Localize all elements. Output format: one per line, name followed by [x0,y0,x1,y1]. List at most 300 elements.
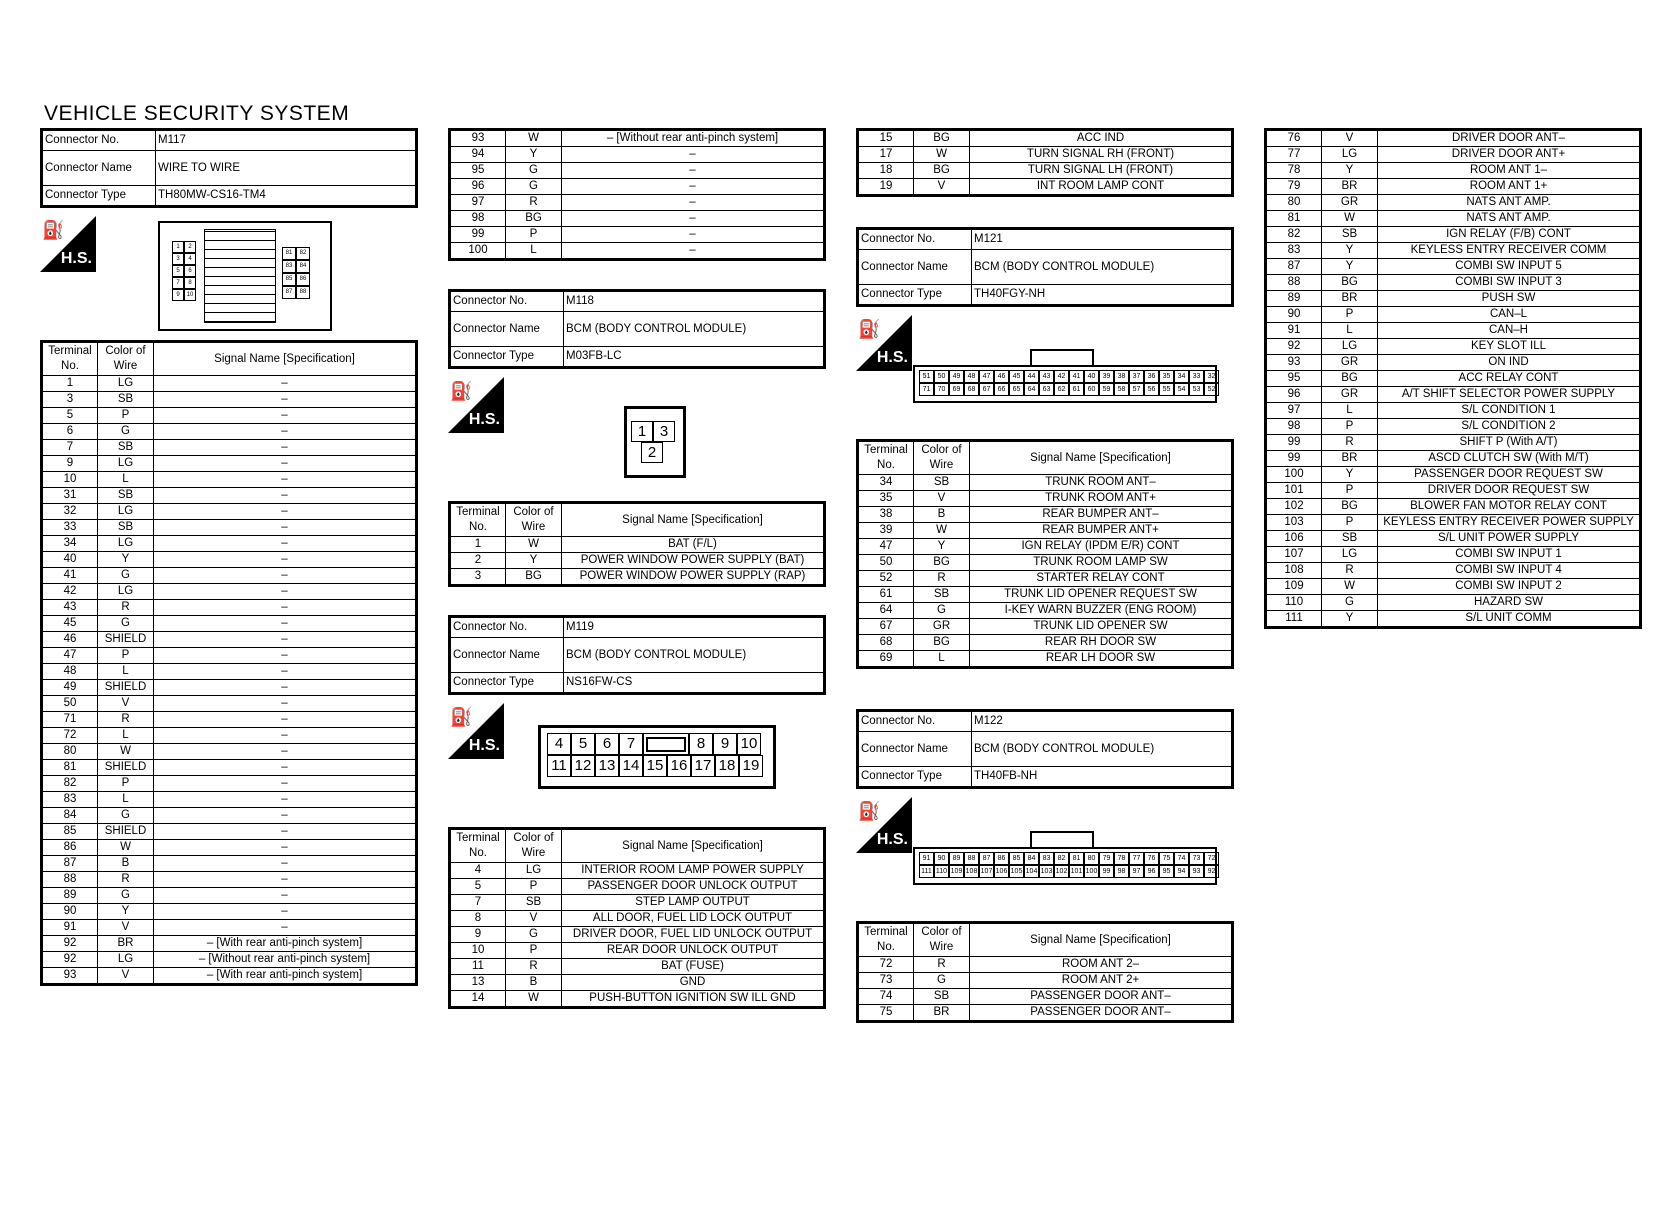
connector-type-value: M03FB-LC [564,347,825,368]
wire-color-cell: P [506,943,562,959]
terminal-no-cell: 33 [42,520,98,536]
wire-color-cell: Y [1322,163,1378,179]
connector-pin: 80 [1084,852,1099,865]
signal-name-cell: – [Without rear anti-pinch system] [154,952,417,968]
table-row [858,491,1233,507]
wire-color-cell: R [1322,563,1378,579]
table-row [858,475,1233,491]
signal-name-cell: – [154,488,417,504]
terminal-no-cell: 81 [1266,211,1322,227]
wire-color-cell: P [1322,419,1378,435]
connector-pin: 103 [1039,865,1054,878]
signal-name-header: Signal Name [Specification] [562,503,825,537]
connector-pin: 89 [949,852,964,865]
wire-color-cell: Y [1322,611,1378,628]
signal-name-header: Signal Name [Specification] [970,923,1233,957]
terminal-no-cell: 50 [42,696,98,712]
terminal-no-cell: 18 [858,163,914,179]
signal-name-cell: – [154,680,417,696]
connector-pin: 74 [1174,852,1189,865]
signal-name-cell: CAN–L [1378,307,1641,323]
signal-name-cell: – [154,808,417,824]
wire-color-cell: BG [1322,371,1378,387]
terminal-no-cell: 3 [42,392,98,408]
hs-icon: ⛽ H.S. [448,377,504,433]
connector-pin: 10 [184,289,196,301]
wire-color-cell: BG [914,635,970,651]
signal-name-cell: COMBI SW INPUT 2 [1378,579,1641,595]
connector-pin: 73 [1189,852,1204,865]
terminal-no-cell: 34 [858,475,914,491]
terminal-no-cell: 103 [1266,515,1322,531]
wire-color-cell: V [98,920,154,936]
terminal-no-cell: 97 [1266,403,1322,419]
terminal-no-cell: 15 [858,130,914,147]
terminal-no-cell: 41 [42,568,98,584]
connector-pin: 41 [1069,370,1084,383]
connector-name-label: Connector Name [450,638,564,673]
connector-pin: 4 [547,733,571,755]
connector-pin: 46 [994,370,1009,383]
terminal-no-cell: 40 [42,552,98,568]
signal-name-cell: PUSH-BUTTON IGNITION SW ILL GND [562,991,825,1008]
wire-color-cell: LG [98,536,154,552]
terminal-no-cell: 94 [450,147,506,163]
wire-color-cell: BR [1322,291,1378,307]
signal-name-cell: DRIVER DOOR, FUEL LID UNLOCK OUTPUT [562,927,825,943]
wire-color-cell: G [98,616,154,632]
terminal-no-cell: 35 [858,491,914,507]
wire-color-cell: L [98,472,154,488]
table-row [42,648,417,664]
connector-pin: 106 [994,865,1009,878]
signal-name-cell: – [154,456,417,472]
terminal-no-cell: 6 [42,424,98,440]
terminal-no-cell: 74 [858,989,914,1005]
connector-name-value: BCM (BODY CONTROL MODULE) [972,732,1233,767]
terminal-no-cell: 72 [42,728,98,744]
terminal-no-cell: 89 [1266,291,1322,307]
m122-info-table [856,709,1234,789]
connector-pin: 82 [1054,852,1069,865]
wire-color-cell: BR [914,1005,970,1022]
signal-name-cell: STARTER RELAY CONT [970,571,1233,587]
wire-color-cell: L [1322,403,1378,419]
column-3 [856,128,1234,1023]
table-row [450,895,825,911]
connector-no-value: M118 [564,291,825,312]
signal-name-cell: – [With rear anti-pinch system] [154,968,417,985]
terminal-no-cell: 111 [1266,611,1322,628]
connector-name-value: BCM (BODY CONTROL MODULE) [564,312,825,347]
terminal-no-cell: 2 [450,553,506,569]
table-row [450,211,825,227]
terminal-no-cell: 49 [42,680,98,696]
connector-name-label: Connector Name [858,732,972,767]
table-row [42,936,417,952]
wire-color-cell: W [98,744,154,760]
wire-color-cell: SB [98,440,154,456]
signal-name-cell: – [562,195,825,211]
color-of-wire-header: Color of Wire [914,923,970,957]
connector-pin: 35 [1159,370,1174,383]
signal-name-cell: – [154,856,417,872]
wire-color-cell: R [914,571,970,587]
hs-icon: ⛽ H.S. [448,703,504,759]
wire-color-cell: W [914,147,970,163]
m117-continued-table [448,128,826,261]
wire-color-cell: BG [506,569,562,586]
table-row [42,600,417,616]
wire-color-cell: L [914,651,970,668]
terminal-no-cell: 82 [42,776,98,792]
wire-color-cell: P [1322,307,1378,323]
wire-color-cell: R [506,195,562,211]
table-row [858,539,1233,555]
terminal-no-cell: 39 [858,523,914,539]
table-row [42,552,417,568]
table-row [1266,563,1641,579]
m122-connector-diagram [913,847,1217,885]
table-row [42,520,417,536]
signal-name-cell: COMBI SW INPUT 3 [1378,275,1641,291]
connector-pin: 3 [172,253,184,265]
table-row [450,243,825,260]
signal-name-cell: INTERIOR ROOM LAMP POWER SUPPLY [562,863,825,879]
terminal-no-cell: 99 [450,227,506,243]
connector-pin: 76 [1144,852,1159,865]
table-row [1266,163,1641,179]
table-row [858,973,1233,989]
wire-color-cell: SHIELD [98,824,154,840]
wire-color-cell: BG [506,211,562,227]
m117-terminal-table [40,340,418,986]
wire-color-cell: G [506,163,562,179]
table-row [42,696,417,712]
color-of-wire-header: Color of Wire [506,503,562,537]
terminal-no-cell: 42 [42,584,98,600]
signal-name-cell: TRUNK LID OPENER SW [970,619,1233,635]
terminal-no-cell: 78 [1266,163,1322,179]
table-row [450,991,825,1008]
terminal-no-cell: 1 [42,376,98,392]
connector-pin: 77 [1129,852,1144,865]
connector-pin: 64 [1024,383,1039,396]
table-row [450,130,825,147]
wire-color-cell: SB [98,488,154,504]
connector-pin: 55 [1159,383,1174,396]
connector-pin: 33 [1189,370,1204,383]
wire-color-cell: W [506,130,562,147]
terminal-no-cell: 109 [1266,579,1322,595]
table-row [1266,323,1641,339]
connector-pin: 2 [641,442,663,463]
signal-name-cell: DRIVER DOOR ANT+ [1378,147,1641,163]
terminal-no-cell: 3 [450,569,506,586]
table-row [42,424,417,440]
hs-icon: ⛽ H.S. [856,797,912,853]
wire-color-cell: BG [1322,499,1378,515]
connector-pin: 38 [1114,370,1129,383]
signal-name-cell: – [154,632,417,648]
column-4 [1264,128,1642,629]
connector-pin: 92 [1204,865,1219,878]
table-row [858,635,1233,651]
terminal-no-cell: 14 [450,991,506,1008]
table-row [42,744,417,760]
table-row [42,904,417,920]
signal-name-cell: ROOM ANT 1– [1378,163,1641,179]
signal-name-cell: – [154,472,417,488]
connector-pin: 59 [1099,383,1114,396]
connector-pin: 100 [1084,865,1099,878]
table-row [1266,130,1641,147]
table-row [1266,387,1641,403]
connector-pin: 86 [994,852,1009,865]
wire-color-cell: W [506,537,562,553]
table-row [42,872,417,888]
wire-color-cell: Y [506,553,562,569]
wire-color-cell: V [98,968,154,985]
signal-name-cell: – [154,440,417,456]
table-row [42,808,417,824]
m117-info-table [40,128,418,208]
connector-pin: 16 [667,755,691,777]
signal-name-cell: – [154,552,417,568]
signal-name-cell: COMBI SW INPUT 1 [1378,547,1641,563]
signal-name-cell: PASSENGER DOOR ANT– [970,989,1233,1005]
terminal-no-cell: 98 [1266,419,1322,435]
signal-name-cell: IGN RELAY (F/B) CONT [1378,227,1641,243]
signal-name-cell: – [154,728,417,744]
signal-name-cell: – [154,888,417,904]
table-row [1266,291,1641,307]
terminal-no-cell: 13 [450,975,506,991]
terminal-no-cell: 90 [1266,307,1322,323]
table-row [450,163,825,179]
connector-pin: 44 [1024,370,1039,383]
wire-color-cell: P [98,408,154,424]
table-row [42,760,417,776]
wire-color-cell: V [1322,130,1378,147]
signal-name-cell: KEY SLOT ILL [1378,339,1641,355]
table-row [450,537,825,553]
table-row [42,888,417,904]
table-row [1266,451,1641,467]
table-row [1266,339,1641,355]
table-row [42,584,417,600]
wire-color-cell: V [914,179,970,196]
table-row [858,603,1233,619]
wire-color-cell: LG [98,504,154,520]
wire-color-cell: SB [1322,531,1378,547]
wire-color-cell: BG [914,130,970,147]
signal-name-cell: TRUNK ROOM ANT– [970,475,1233,491]
terminal-no-cell: 72 [858,957,914,973]
terminal-no-cell: 106 [1266,531,1322,547]
connector-pin: 53 [1189,383,1204,396]
connector-name-value: WIRE TO WIRE [156,151,417,186]
wire-color-cell: Y [1322,467,1378,483]
connector-pin: 85 [282,273,296,286]
wire-color-cell: SB [1322,227,1378,243]
table-row [450,569,825,586]
connector-pin: 108 [964,865,979,878]
signal-name-cell: – [154,408,417,424]
connector-pin: 43 [1039,370,1054,383]
connector-no-label: Connector No. [858,711,972,732]
signal-name-cell: PASSENGER DOOR ANT– [970,1005,1233,1022]
terminal-no-cell: 88 [42,872,98,888]
signal-name-cell: POWER WINDOW POWER SUPPLY (BAT) [562,553,825,569]
signal-name-cell: TRUNK LID OPENER REQUEST SW [970,587,1233,603]
connector-pin: 12 [571,755,595,777]
table-row [858,651,1233,668]
wire-color-cell: P [98,776,154,792]
wire-color-cell: Y [1322,243,1378,259]
m119-pin-grid [547,733,763,777]
connector-pin: 82 [296,247,310,260]
terminal-no-cell: 93 [450,130,506,147]
connector-pin: 102 [1054,865,1069,878]
signal-name-cell: – [154,536,417,552]
connector-pin: 9 [713,733,737,755]
table-row [1266,499,1641,515]
connector-pin: 17 [691,755,715,777]
connector-type-label: Connector Type [42,186,156,207]
table-row [858,989,1233,1005]
hs-icon: ⛽ H.S. [856,315,912,371]
connector-pin: 50 [934,370,949,383]
table-row [1266,435,1641,451]
page-title: VEHICLE SECURITY SYSTEM [44,102,350,125]
signal-name-cell: – [154,872,417,888]
table-row [42,488,417,504]
terminal-no-cell: 69 [858,651,914,668]
table-row [42,632,417,648]
m117-pin-block-left [172,241,196,301]
signal-name-cell: – [154,712,417,728]
signal-name-cell: – [154,920,417,936]
wire-color-cell: W [914,523,970,539]
connector-pin: 34 [1174,370,1189,383]
connector-name-value: BCM (BODY CONTROL MODULE) [972,250,1233,285]
signal-name-cell: – [154,840,417,856]
connector-pin: 96 [1144,865,1159,878]
connector-pin: 48 [964,370,979,383]
signal-name-cell: – [562,147,825,163]
m118-connector-diagram [624,406,686,478]
connector-pin: 97 [1129,865,1144,878]
connector-pin: 86 [296,273,310,286]
signal-name-cell: – [154,600,417,616]
table-row [42,776,417,792]
wire-color-cell: SB [506,895,562,911]
table-row [858,587,1233,603]
connector-pin: 18 [715,755,739,777]
table-row [1266,275,1641,291]
table-row [1266,467,1641,483]
m118-pin-grid [631,421,675,463]
table-row [42,664,417,680]
signal-name-cell: ROOM ANT 2– [970,957,1233,973]
table-row [858,507,1233,523]
signal-name-cell: KEYLESS ENTRY RECEIVER COMM [1378,243,1641,259]
connector-pin: 98 [1114,865,1129,878]
table-row [42,920,417,936]
signal-name-cell: – [154,696,417,712]
connector-pin: 19 [739,755,763,777]
connector-pin: 42 [1054,370,1069,383]
connector-no-value: M122 [972,711,1233,732]
terminal-no-cell: 19 [858,179,914,196]
wire-color-cell: W [1322,211,1378,227]
connector-pin: 71 [919,383,934,396]
terminal-no-cell: 102 [1266,499,1322,515]
signal-name-cell: – [154,760,417,776]
connector-pin: 10 [737,733,761,755]
signal-name-cell: ACC RELAY CONT [1378,371,1641,387]
wire-color-cell: B [506,975,562,991]
signal-name-cell: – [154,904,417,920]
connector-key [643,733,689,755]
table-row [1266,403,1641,419]
connector-pin: 32 [1204,370,1219,383]
connector-pin: 65 [1009,383,1024,396]
connector-pin: 6 [595,733,619,755]
terminal-no-cell: 90 [42,904,98,920]
terminal-no-cell: 93 [1266,355,1322,371]
wire-color-cell: SB [914,475,970,491]
connector-pin: 107 [979,865,994,878]
signal-name-cell: – [562,179,825,195]
wire-color-cell: L [98,792,154,808]
wire-color-cell: G [914,603,970,619]
connector-pin: 87 [282,286,296,299]
table-row [450,147,825,163]
terminal-no-cell: 75 [858,1005,914,1022]
terminal-no-cell: 107 [1266,547,1322,563]
terminal-no-cell: 87 [1266,259,1322,275]
terminal-no-cell: 95 [1266,371,1322,387]
wire-color-cell: R [914,957,970,973]
signal-name-cell: BAT (F/L) [562,537,825,553]
connector-type-label: Connector Type [450,347,564,368]
terminal-no-cell: 92 [1266,339,1322,355]
terminal-no-cell: 108 [1266,563,1322,579]
signal-name-cell: – [562,163,825,179]
table-row [858,619,1233,635]
m119-continued-table [856,128,1234,197]
connector-no-label: Connector No. [858,229,972,250]
connector-pin: 7 [172,277,184,289]
table-row [858,147,1233,163]
connector-name-value: BCM (BODY CONTROL MODULE) [564,638,825,673]
terminal-no-cell: 43 [42,600,98,616]
connector-pin: 87 [979,852,994,865]
signal-name-cell: – [154,424,417,440]
connector-pin: 7 [619,733,643,755]
terminal-no-cell: 89 [42,888,98,904]
terminal-no-cell: 92 [42,952,98,968]
wire-color-cell: W [1322,579,1378,595]
wire-color-cell: V [98,696,154,712]
terminal-no-cell: 7 [450,895,506,911]
connector-pin: 70 [934,383,949,396]
connector-pin: 40 [1084,370,1099,383]
wire-color-cell: LG [1322,147,1378,163]
terminal-no-cell: 84 [42,808,98,824]
